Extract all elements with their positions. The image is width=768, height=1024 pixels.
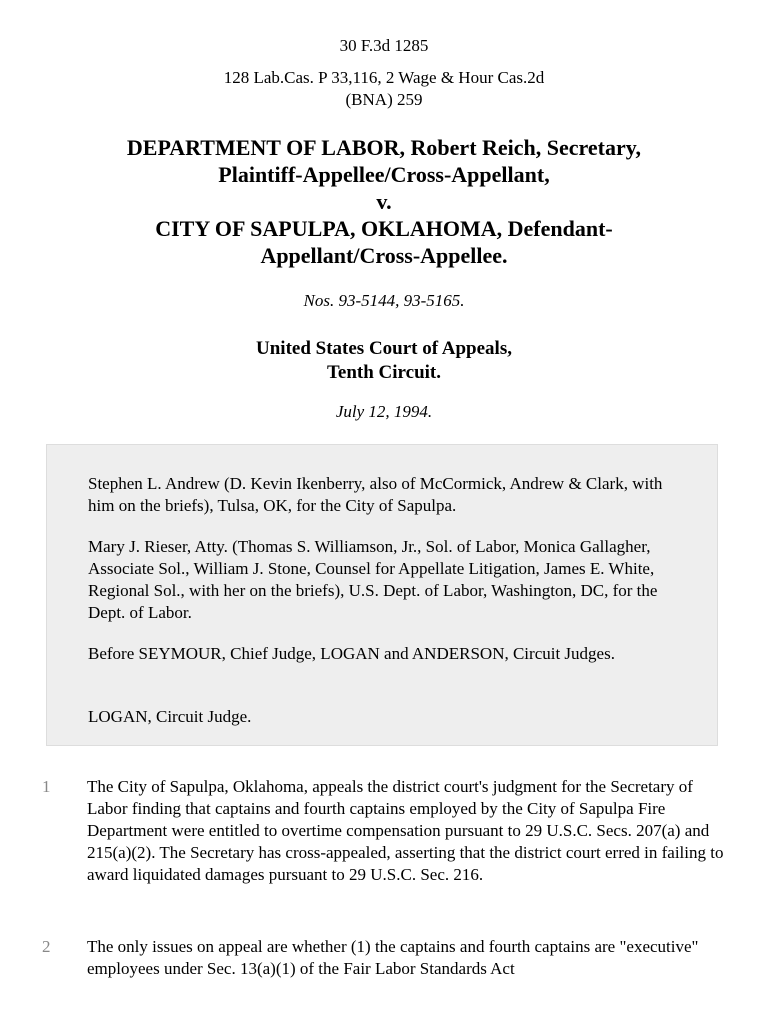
counsel-dol: Mary J. Rieser, Atty. (Thomas S. Williamson, Jr., Sol. of Labor, Monica Gallagher, Associate Sol., William J. Stone, Counsel for Appellate Litigation, James E. White, Regional Sol., with her on the briefs), U.S. Dept. of Labor, Washington, DC, for the Dept. of Labor. [88, 537, 658, 622]
reporter-line-1: 128 Lab.Cas. P 33,116, 2 Wage & Hour Cas.2d [223, 68, 545, 87]
caption-line-4: CITY OF SAPULPA, OKLAHOMA, Defendant- [155, 216, 613, 241]
counsel-box [46, 444, 718, 746]
case-caption [40, 134, 728, 269]
citation: 30 F.3d 1285 [339, 36, 429, 55]
parallel-citations [0, 67, 768, 111]
caption-line-3: v. [376, 189, 392, 214]
decision-date: July 12, 1994. [335, 402, 433, 421]
caption-line-1: DEPARTMENT OF LABOR, Robert Reich, Secretary, [126, 135, 642, 160]
caption-line-5: Appellant/Cross-Appellee. [260, 243, 508, 268]
paragraph-number: 2 [42, 937, 51, 956]
caption-line-2: Plaintiff-Appellee/Cross-Appellant, [218, 162, 550, 187]
court-name [0, 337, 768, 385]
counsel-city: Stephen L. Andrew (D. Kevin Ikenberry, also of McCormick, Andrew & Clark, with him on the briefs), Tulsa, OK, for the City of Sapulpa. [88, 474, 663, 515]
court-line-2: Tenth Circuit. [326, 362, 442, 383]
paragraph-text: The City of Sapulpa, Oklahoma, appeals the district court's judgment for the Secretary of Labor finding that captains and fourth captains employed by the City of Sapulpa Fire Department were entitled to overtime compensation pursuant to 29 U.S.C. Secs. 207(a) and 215(a)(2). The Secretary has cross-appealed, asserting that the district court erred in failing to award liquidated damages pursuant to 29 U.S.C. Sec. 216. [87, 777, 724, 884]
panel-judges: Before SEYMOUR, Chief Judge, LOGAN and ANDERSON, Circuit Judges. [88, 644, 615, 663]
court-line-1: United States Court of Appeals, [256, 338, 512, 359]
opinion-author: LOGAN, Circuit Judge. [88, 707, 252, 726]
reporter-line-2: (BNA) 259 [345, 90, 423, 109]
docket-numbers: Nos. 93-5144, 93-5165. [303, 291, 465, 310]
paragraph-number: 1 [42, 777, 51, 796]
paragraph-text: The only issues on appeal are whether (1) the captains and fourth captains are "executive" employees under Sec. 13(a)(1) of the Fair Labor Standards Act [87, 937, 699, 978]
